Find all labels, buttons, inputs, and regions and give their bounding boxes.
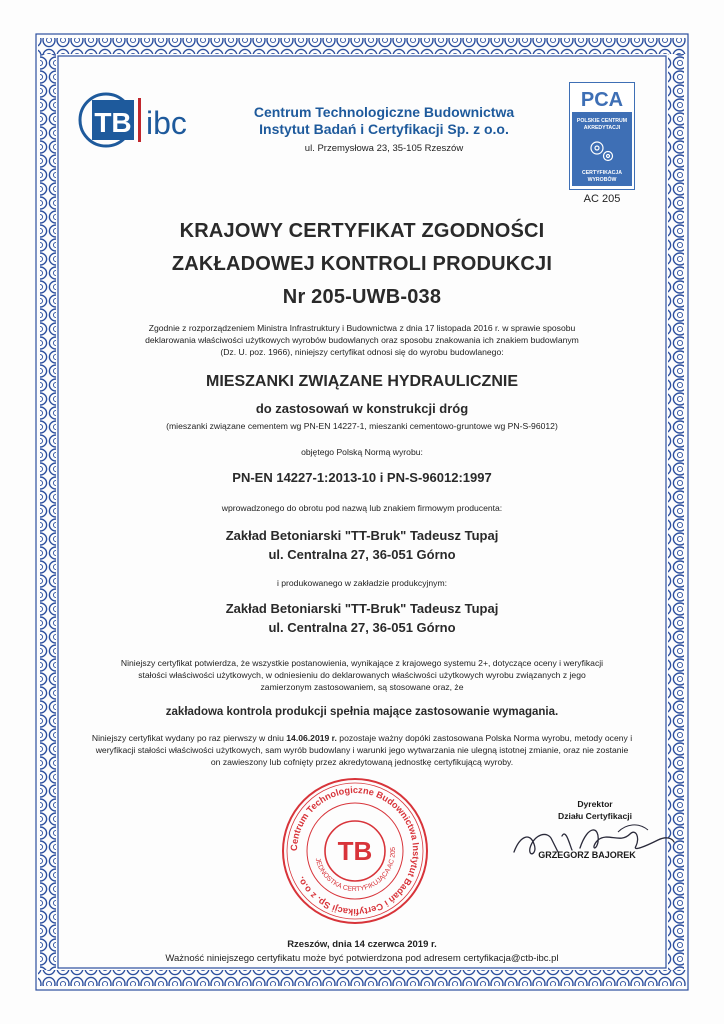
confirmation-text: Niniejszy certyfikat potwierdza, że wszystkie postanowienia, wynikające z krajowego systemu 2+, dotyczące oceny i weryfikacji stałości właściwości użytkowych, w odniesieniu do deklarowanych właściwości użytkowych wyrobu związanych z jego zamierzonym zastosowaniem, są stosowane oraz, że [120, 658, 604, 692]
svg-text:Centrum Technologiczne Budowni: Centrum Technologiczne Budownictwa Instytut Badań i Certyfikacji Sp. z o.o. [288, 784, 422, 918]
svg-text:ibc: ibc [146, 105, 187, 141]
svg-text:WYROBÓW: WYROBÓW [587, 177, 617, 183]
official-round-seal [280, 776, 430, 926]
validity-text-before: Niniejszy certyfikat wydany po raz pierwszy w dniu [91, 733, 287, 743]
issue-date: 14.06.2019 r. [286, 733, 337, 743]
svg-text:CERTYFIKACJA: CERTYFIKACJA [581, 170, 623, 176]
producer-name: Zakład Betoniarski "TT-Bruk" Tadeusz Tupaj [225, 528, 499, 543]
plant-name: Zakład Betoniarski "TT-Bruk" Tadeusz Tupaj [225, 601, 499, 616]
svg-text:JEDNOSTKA CERTYFIKUJĄCA AC 205: JEDNOSTKA CERTYFIKUJĄCA AC 205 [313, 846, 398, 894]
legal-basis-text: Zgodnie z rozporządzeniem Ministra Infrastruktury i Budownictwa z dnia 17 listopada 2016 r. w sprawie sposobu deklarowania właściwości użytkowych wyrobów budowlanych oraz sposobu znakowania ich znakiem budowlanym (Dz. U. poz. 1966), niniejszy certyfikat odnosi się do wyrobu budowlanego: [145, 323, 579, 357]
svg-text:AKREDYTACJI: AKREDYTACJI [583, 125, 621, 131]
conclusion-statement: zakładowa kontrola produkcji spełnia mające zastosowanie wymagania. [165, 706, 559, 718]
place-and-date: Rzeszów, dnia 14 czerwca 2019 r. [287, 939, 437, 950]
signatory-title-line2: Działu Certyfikacji [557, 811, 633, 821]
svg-text:TB: TB [94, 107, 132, 138]
svg-text:TB: TB [337, 836, 373, 866]
product-title: MIESZANKI ZWIĄZANE HYDRAULICZNIE [206, 373, 518, 390]
norm-reference: PN-EN 14227-1:2013-10 i PN-S-96012:1997 [232, 470, 492, 485]
accreditation-number: AC 205 [583, 193, 621, 205]
institution-name-line2: Instytut Badań i Certyfikacji Sp. z o.o. [259, 121, 509, 137]
pca-accreditation-badge [569, 82, 635, 190]
institution-address: ul. Przemysłowa 23, 35-105 Rzeszów [304, 143, 464, 154]
certificate-title-line2: ZAKŁADOWEJ KONTROLI PRODUKCJI [171, 253, 553, 275]
svg-text:POLSKIE CENTRUM: POLSKIE CENTRUM [576, 118, 628, 124]
producer-address: ul. Centralna 27, 36-051 Górno [268, 547, 456, 562]
product-subtitle: do zastosowań w konstrukcji dróg [255, 401, 469, 416]
verification-note: Ważność niniejszego certyfikatu może być potwierdzona pod adresem certyfikacja@ctb-ibc.pl [165, 953, 559, 964]
producer-label: wprowadzonego do obrotu pod nazwą lub znakiem firmowym producenta: [221, 503, 503, 513]
institution-name-line1: Centrum Technologiczne Budownictwa [253, 104, 515, 120]
signatory-title-line1: Dyrektor [577, 799, 613, 809]
ctb-ibc-logo [78, 88, 208, 152]
validity-text-after: pozostaje ważny dopóki zastosowana Polska Norma wyrobu, metody oceny i weryfikacji stałości właściwości użytkowych, sam wyrób budowlany i warunki jego wytwarzania nie ulegną istotnej zmianie, oraz nie zostanie on zawieszony lub cofnięty przez akredytowaną jednostkę certyfikującą wyroby. [95, 733, 633, 767]
plant-label: i produkowanego w zakładzie produkcyjnym: [276, 578, 448, 588]
validity-text [90, 732, 634, 768]
certificate-title-line1: KRAJOWY CERTYFIKAT ZGODNOŚCI [179, 220, 545, 242]
plant-address: ul. Centralna 27, 36-051 Górno [268, 620, 456, 635]
svg-text:PCA: PCA [580, 89, 624, 111]
norm-label: objętego Polską Normą wyrobu: [301, 447, 423, 457]
certificate-number: Nr 205-UWB-038 [282, 286, 442, 308]
product-note: (mieszanki związane cementem wg PN-EN 14227-1, mieszanki cementowo-gruntowe wg PN-S-96012) [166, 421, 558, 431]
signatory-name: GRZEGORZ BAJOREK [538, 850, 636, 860]
